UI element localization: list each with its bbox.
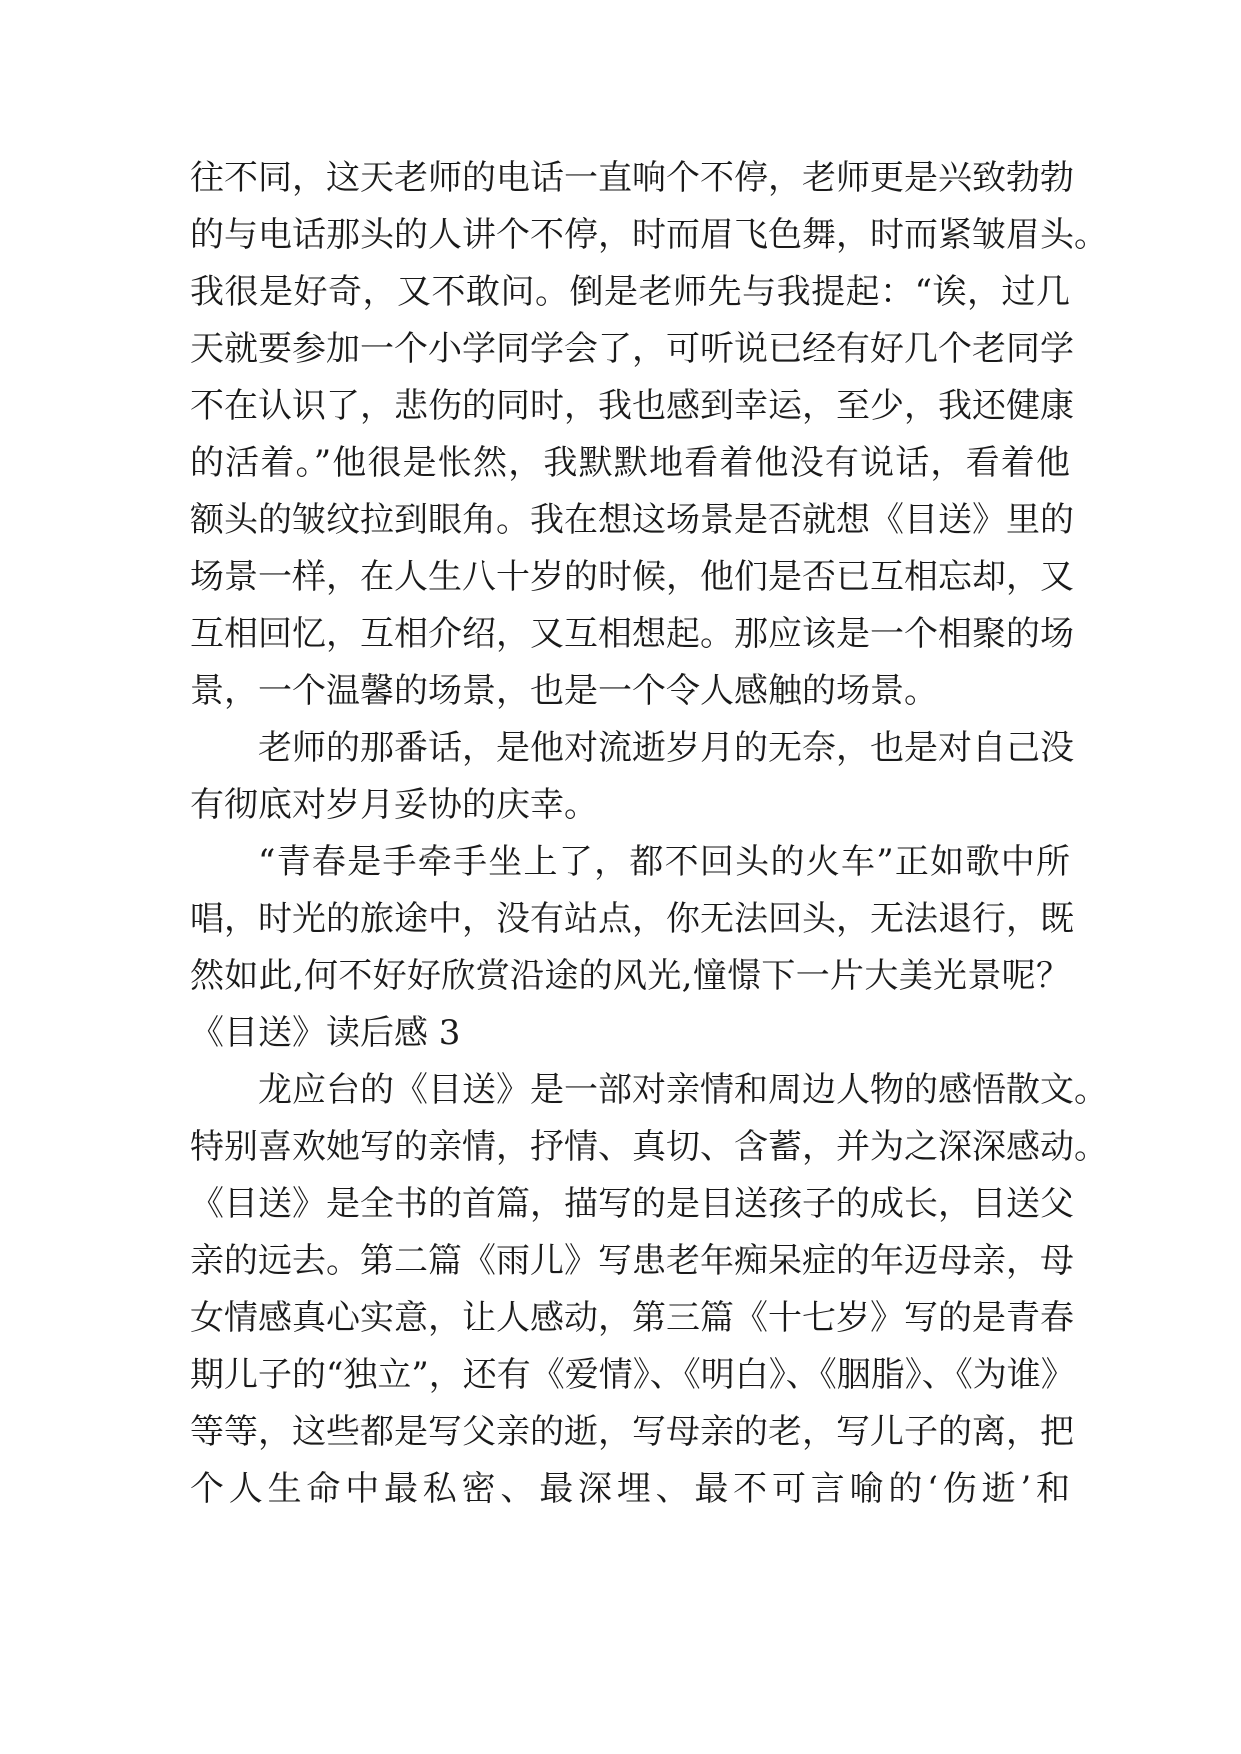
text-line: 不在认识了，悲伤的同时，我也感到幸运，至少，我还健康 <box>190 386 1074 426</box>
text-line: “青春是手牵手坐上了，都不回头的火车”正如歌中所 <box>258 842 1070 882</box>
body-text <box>190 150 1108 1518</box>
text-line: 景，一个温馨的场景，也是一个令人感触的场景。 <box>190 671 938 711</box>
text-line: 特别喜欢她写的亲情，抒情、真切、含蓄，并为之深深感动。 <box>190 1127 1108 1167</box>
text-line: 《目送》是全书的首篇，描写的是目送孩子的成长，目送父 <box>190 1184 1074 1224</box>
text-line: 亲的远去。第二篇《雨儿》写患老年痴呆症的年迈母亲，母 <box>190 1241 1074 1281</box>
text-line: 有彻底对岁月妥协的庆幸。 <box>190 785 598 825</box>
text-line: 《目送》读后感 3 <box>190 1013 461 1053</box>
text-line: 场景一样，在人生八十岁的时候，他们是否已互相忘却，又 <box>190 557 1074 597</box>
text-line: 女情感真心实意，让人感动，第三篇《十七岁》写的是青春 <box>190 1298 1074 1338</box>
text-line: 的活着。”他很是怅然，我默默地看着他没有说话，看着他 <box>190 443 1070 483</box>
text-line: 然如此,何不好好欣赏沿途的风光,憧憬下一片大美光景呢？ <box>190 956 1070 996</box>
text-line: 老师的那番话，是他对流逝岁月的无奈，也是对自己没 <box>258 728 1074 768</box>
text-line: 天就要参加一个小学同学会了，可听说已经有好几个老同学 <box>190 329 1074 369</box>
text-line: 期儿子的“独立”，还有《爱情》、《明白》、《胭脂》、《为谁》 <box>190 1355 1075 1395</box>
text-line: 龙应台的《目送》是一部对亲情和周边人物的感悟散文。 <box>258 1070 1108 1110</box>
text-line: 等等，这些都是写父亲的逝，写母亲的老，写儿子的离，把 <box>190 1412 1074 1452</box>
text-line: 我很是好奇，又不敢问。倒是老师先与我提起：“诶，过几 <box>190 272 1070 312</box>
text-line: 互相回忆，互相介绍，又互相想起。那应该是一个相聚的场 <box>190 614 1074 654</box>
text-line: 的与电话那头的人讲个不停，时而眉飞色舞，时而紧皱眉头。 <box>190 215 1108 255</box>
text-line: 个人生命中最私密、最深埋、最不可言喻的‘伤逝’和 <box>190 1469 1070 1509</box>
text-line: 唱，时光的旅途中，没有站点，你无法回头，无法退行，既 <box>190 899 1074 939</box>
text-line: 额头的皱纹拉到眼角。我在想这场景是否就想《目送》里的 <box>190 500 1074 540</box>
text-line: 往不同，这天老师的电话一直响个不停，老师更是兴致勃勃 <box>190 158 1074 198</box>
